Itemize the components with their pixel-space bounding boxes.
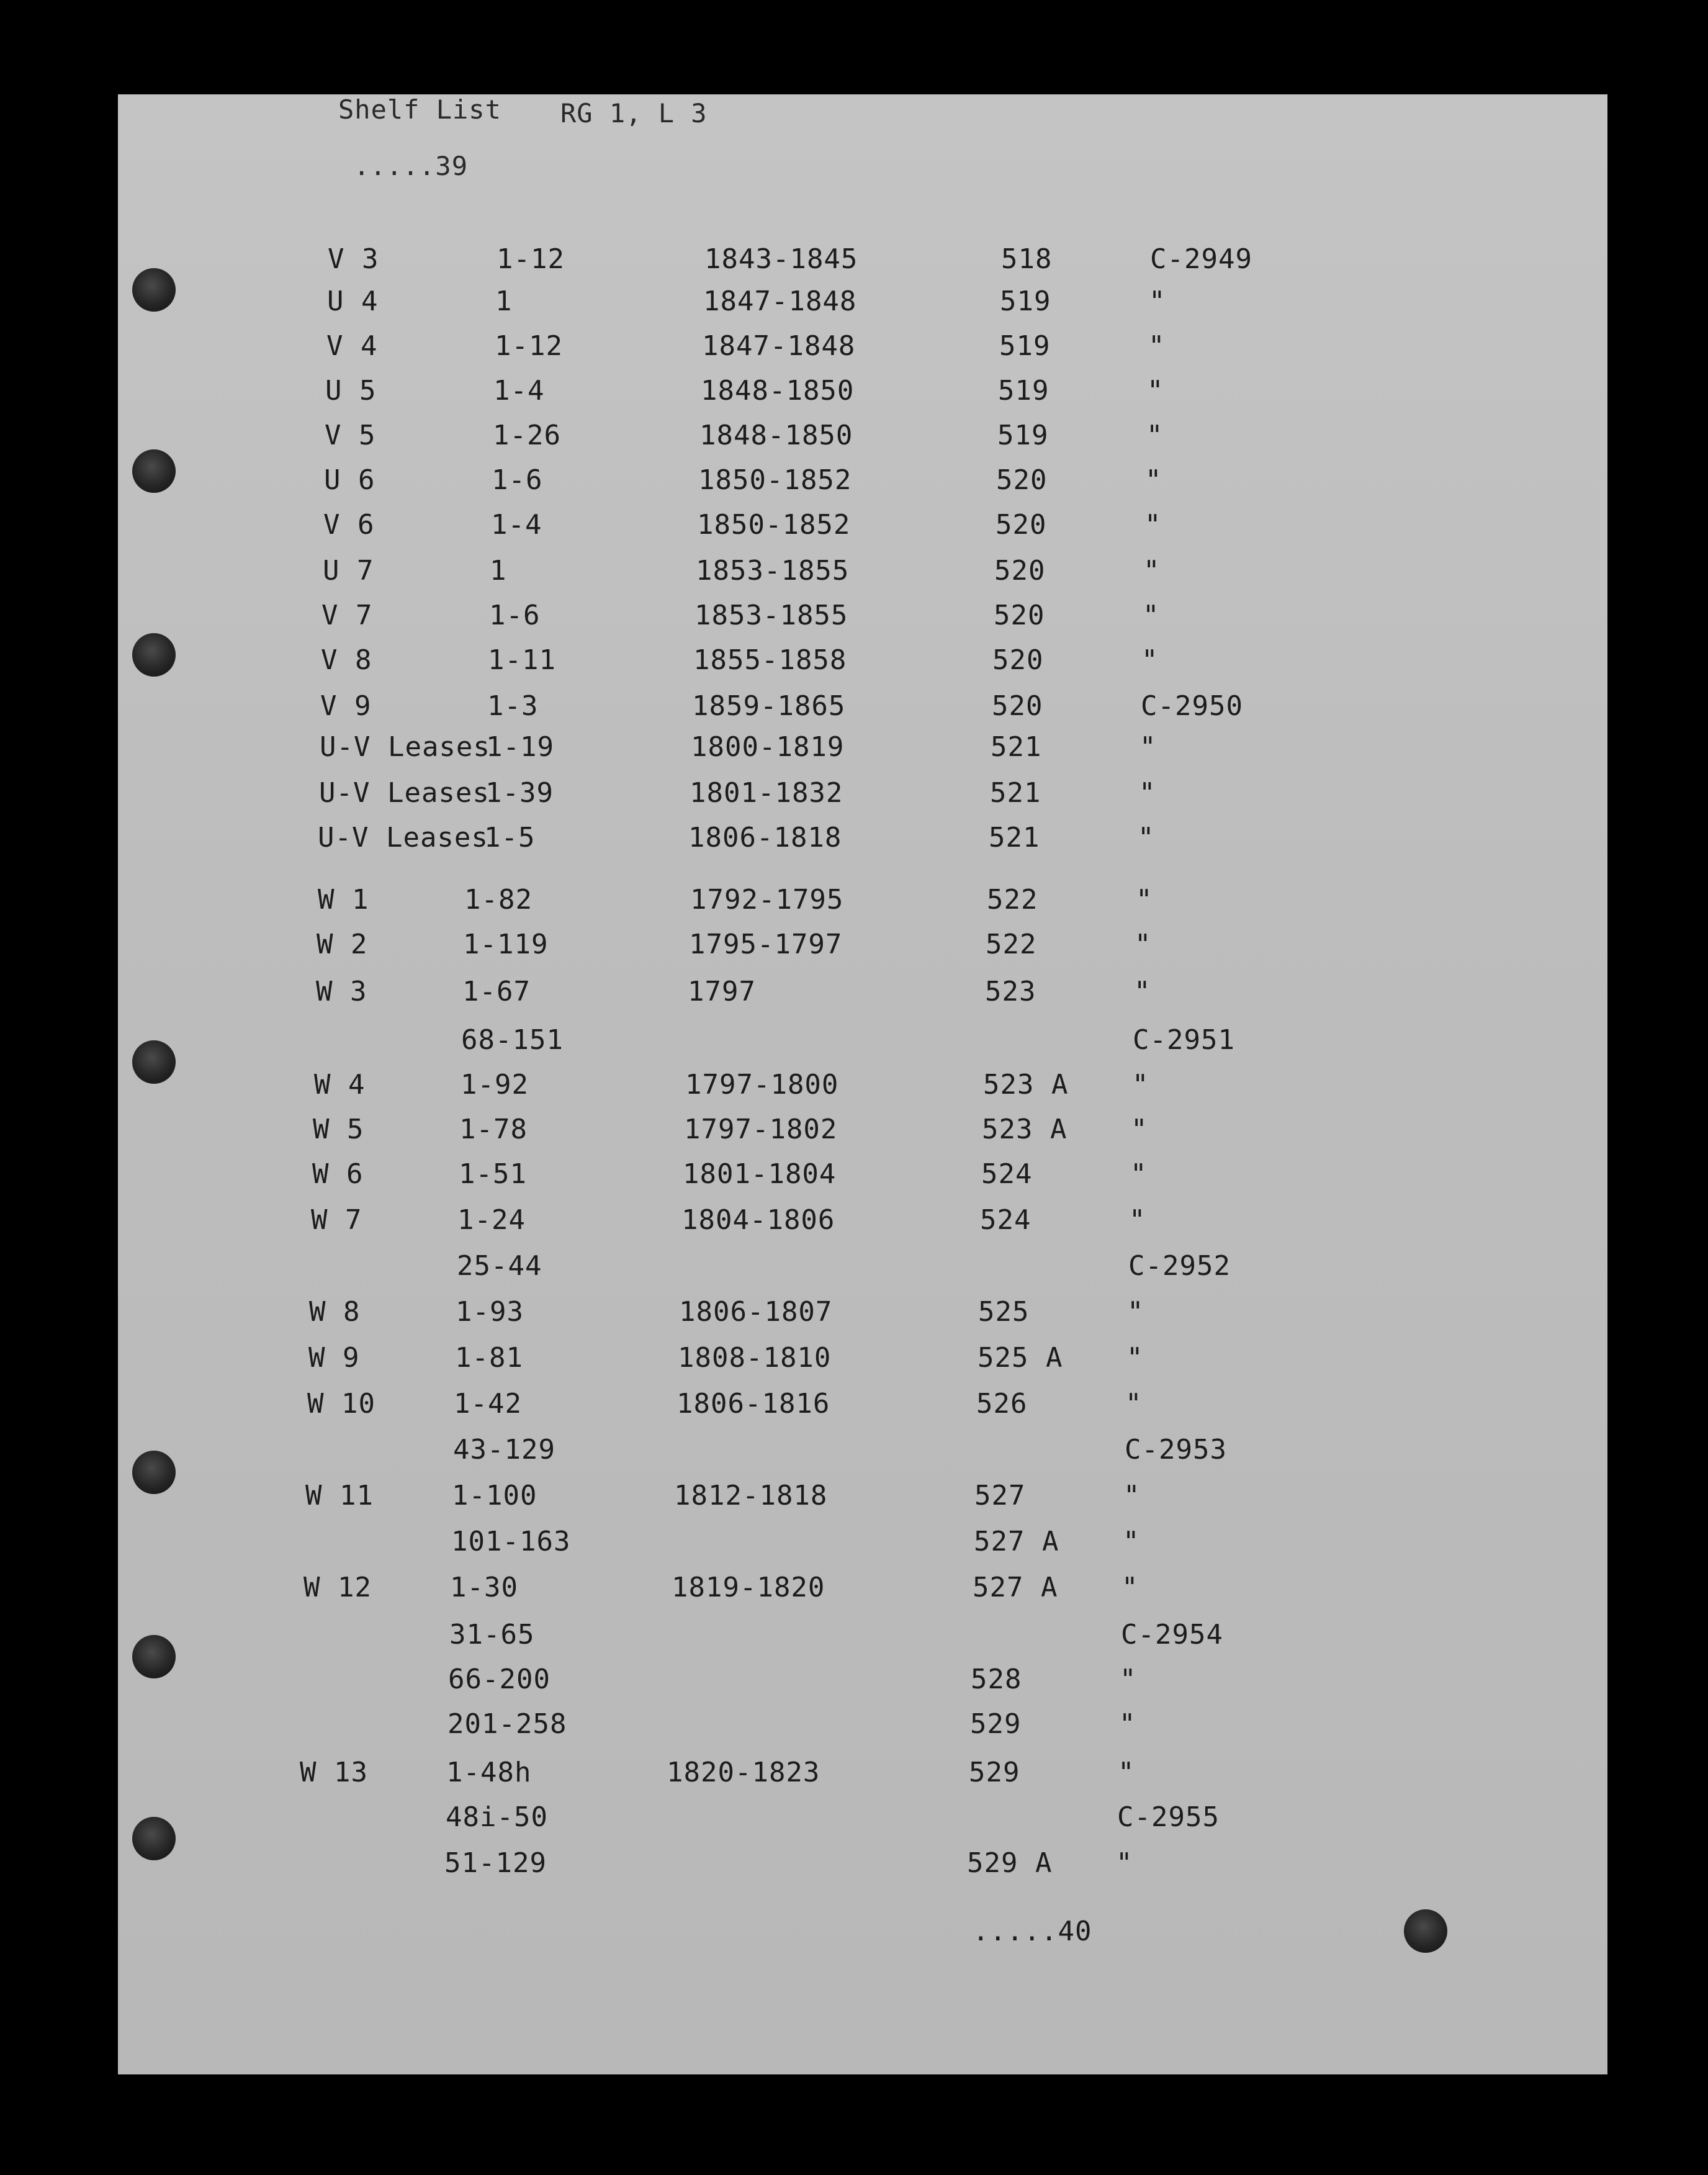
cell-reel: C-2952 xyxy=(1128,1250,1231,1282)
cell-reel: " xyxy=(1144,509,1162,541)
cell-items: 1-51 xyxy=(459,1158,527,1190)
cell-items: 1-19 xyxy=(486,731,554,763)
cell-dates: 1806-1816 xyxy=(676,1388,830,1420)
cell-volume: 519 xyxy=(999,330,1051,362)
binder-hole-icon xyxy=(132,449,176,493)
cell-dates: 1797-1800 xyxy=(685,1069,839,1101)
cell-volume: 521 xyxy=(991,731,1042,763)
cell-dates: 1847-1848 xyxy=(703,286,857,317)
cell-series: V 6 xyxy=(323,509,375,541)
cell-series: W 2 xyxy=(317,929,368,960)
cell-dates: 1847-1848 xyxy=(702,330,856,362)
cell-dates: 1801-1804 xyxy=(683,1158,837,1190)
cell-volume: 529 A xyxy=(967,1847,1053,1879)
cell-volume: 529 xyxy=(970,1708,1022,1740)
cell-volume: 522 xyxy=(987,884,1038,916)
cell-series: V 8 xyxy=(321,644,372,676)
cell-items: 43-129 xyxy=(453,1434,555,1466)
cell-volume: 521 xyxy=(989,822,1040,853)
cell-reel: " xyxy=(1127,1296,1144,1328)
cell-series: V 9 xyxy=(320,690,372,722)
cell-items: 66-200 xyxy=(448,1664,551,1695)
cell-dates: 1797 xyxy=(688,976,756,1007)
cell-series: W 9 xyxy=(308,1342,360,1374)
cell-reel: " xyxy=(1123,1526,1140,1557)
cell-series: V 4 xyxy=(326,330,378,362)
cell-items: 1-26 xyxy=(493,420,561,451)
cell-reel: C-2949 xyxy=(1150,243,1252,275)
cell-series: V 7 xyxy=(321,600,373,631)
cell-volume: 527 A xyxy=(974,1526,1059,1557)
cell-reel: " xyxy=(1139,777,1156,809)
binder-hole-icon xyxy=(132,1635,176,1678)
cell-series: U 4 xyxy=(327,286,379,317)
cell-volume: 527 A xyxy=(973,1572,1058,1603)
cell-volume: 518 xyxy=(1001,243,1053,275)
cell-items: 1-30 xyxy=(450,1572,518,1603)
cell-items: 1-82 xyxy=(464,884,533,916)
cell-items: 1-12 xyxy=(495,330,563,362)
cell-series: V 5 xyxy=(325,420,376,451)
cell-volume: 520 xyxy=(992,644,1044,676)
cell-volume: 523 xyxy=(985,976,1036,1007)
cell-volume: 523 A xyxy=(982,1114,1068,1145)
cell-volume: 524 xyxy=(981,1158,1033,1190)
cell-reel: " xyxy=(1139,731,1157,763)
cell-reel: C-2950 xyxy=(1141,690,1243,722)
cell-items: 1-4 xyxy=(491,509,542,541)
cell-volume: 520 xyxy=(996,509,1047,541)
cell-dates: 1853-1855 xyxy=(696,555,850,587)
cell-dates: 1808-1810 xyxy=(678,1342,832,1374)
cell-reel: " xyxy=(1123,1480,1141,1511)
page-number-next: .....40 xyxy=(973,1916,1092,1947)
cell-dates: 1797-1802 xyxy=(684,1114,838,1145)
cell-items: 1-42 xyxy=(454,1388,522,1420)
cell-dates: 1850-1852 xyxy=(697,509,851,541)
cell-items: 1-81 xyxy=(455,1342,523,1374)
cell-volume: 525 xyxy=(978,1296,1030,1328)
cell-series: W 8 xyxy=(309,1296,361,1328)
cell-reel: C-2951 xyxy=(1133,1024,1235,1056)
cell-dates: 1848-1850 xyxy=(699,420,853,451)
document-page xyxy=(118,94,1607,2074)
cell-items: 48i-50 xyxy=(446,1801,548,1833)
cell-reel: " xyxy=(1129,1204,1146,1236)
cell-items: 1-6 xyxy=(489,600,541,631)
cell-dates: 1819-1820 xyxy=(672,1572,825,1603)
cell-dates: 1859-1865 xyxy=(692,690,846,722)
cell-items: 31-65 xyxy=(449,1619,535,1650)
cell-items: 1 xyxy=(490,555,507,587)
cell-series: U-V Leases xyxy=(320,731,490,763)
cell-reel: " xyxy=(1130,1158,1148,1190)
cell-reel: " xyxy=(1136,884,1153,916)
cell-volume: 521 xyxy=(990,777,1041,809)
cell-series: W 11 xyxy=(305,1480,374,1511)
cell-series: U 7 xyxy=(323,555,374,587)
cell-reel: " xyxy=(1146,420,1164,451)
cell-reel: " xyxy=(1132,1069,1149,1101)
cell-dates: 1843-1845 xyxy=(704,243,858,275)
cell-dates: 1820-1823 xyxy=(667,1757,820,1788)
cell-items: 1-11 xyxy=(488,644,556,676)
cell-reel: " xyxy=(1116,1847,1133,1879)
cell-reel: C-2953 xyxy=(1125,1434,1227,1466)
cell-volume: 519 xyxy=(997,420,1049,451)
binder-hole-icon xyxy=(132,268,176,312)
cell-series: W 3 xyxy=(316,976,367,1007)
cell-reel: " xyxy=(1149,286,1166,317)
cell-items: 1-3 xyxy=(487,690,539,722)
cell-series: W 6 xyxy=(312,1158,364,1190)
cell-items: 25-44 xyxy=(457,1250,542,1282)
shelf-list-title: Shelf List xyxy=(338,94,501,125)
cell-reel: " xyxy=(1141,644,1159,676)
cell-series: W 13 xyxy=(300,1757,368,1788)
cell-items: 68-151 xyxy=(461,1024,564,1056)
cell-dates: 1792-1795 xyxy=(690,884,844,916)
cell-dates: 1855-1858 xyxy=(693,644,847,676)
binder-hole-icon xyxy=(132,633,176,677)
cell-dates: 1848-1850 xyxy=(701,375,855,407)
cell-dates: 1795-1797 xyxy=(689,929,843,960)
cell-dates: 1806-1807 xyxy=(679,1296,833,1328)
cell-series: W 5 xyxy=(313,1114,364,1145)
cell-items: 1-24 xyxy=(457,1204,526,1236)
cell-items: 101-163 xyxy=(451,1526,571,1557)
cell-series: U 6 xyxy=(324,464,375,496)
cell-items: 1-4 xyxy=(493,375,545,407)
cell-reel: " xyxy=(1121,1572,1139,1603)
cell-dates: 1804-1806 xyxy=(681,1204,835,1236)
cell-volume: 525 A xyxy=(978,1342,1063,1374)
cell-volume: 519 xyxy=(998,375,1050,407)
cell-items: 1-5 xyxy=(484,822,536,853)
cell-reel: C-2955 xyxy=(1117,1801,1220,1833)
cell-reel: " xyxy=(1126,1342,1144,1374)
cell-reel: " xyxy=(1131,1114,1148,1145)
cell-items: 1-12 xyxy=(497,243,565,275)
cell-reel: " xyxy=(1134,976,1151,1007)
cell-reel: " xyxy=(1147,375,1164,407)
page-number-start: .....39 xyxy=(354,151,469,181)
cell-dates: 1806-1818 xyxy=(688,822,842,853)
cell-dates: 1812-1818 xyxy=(674,1480,828,1511)
cell-series: W 10 xyxy=(307,1388,375,1420)
cell-items: 1 xyxy=(495,286,513,317)
cell-series: W 7 xyxy=(311,1204,362,1236)
cell-dates: 1850-1852 xyxy=(698,464,852,496)
cell-items: 1-39 xyxy=(485,777,554,809)
cell-reel: " xyxy=(1143,600,1160,631)
cell-items: 201-258 xyxy=(447,1708,567,1740)
cell-reel: " xyxy=(1143,555,1161,587)
cell-items: 1-48h xyxy=(446,1757,532,1788)
binder-hole-icon xyxy=(1404,1909,1447,1953)
cell-reel: " xyxy=(1135,929,1152,960)
cell-series: W 12 xyxy=(303,1572,372,1603)
cell-dates: 1853-1855 xyxy=(694,600,848,631)
cell-volume: 523 A xyxy=(983,1069,1069,1101)
cell-volume: 520 xyxy=(996,464,1048,496)
cell-items: 1-6 xyxy=(492,464,543,496)
cell-items: 1-100 xyxy=(452,1480,537,1511)
cell-items: 1-92 xyxy=(461,1069,529,1101)
cell-series: U-V Leases xyxy=(319,777,490,809)
cell-reel: " xyxy=(1125,1388,1143,1420)
cell-volume: 519 xyxy=(1000,286,1051,317)
cell-volume: 520 xyxy=(994,600,1045,631)
cell-volume: 522 xyxy=(986,929,1037,960)
cell-reel: " xyxy=(1148,330,1166,362)
cell-series: U 5 xyxy=(325,375,377,407)
cell-reel: " xyxy=(1138,822,1155,853)
cell-items: 1-93 xyxy=(456,1296,524,1328)
cell-series: W 1 xyxy=(318,884,369,916)
cell-reel: " xyxy=(1119,1708,1136,1740)
cell-reel: " xyxy=(1145,464,1162,496)
cell-dates: 1801-1832 xyxy=(690,777,843,809)
cell-volume: 526 xyxy=(976,1388,1028,1420)
cell-series: U-V Leases xyxy=(318,822,488,853)
cell-volume: 528 xyxy=(971,1664,1022,1695)
cell-reel: " xyxy=(1118,1757,1135,1788)
cell-dates: 1800-1819 xyxy=(691,731,845,763)
cell-volume: 520 xyxy=(992,690,1043,722)
cell-items: 1-67 xyxy=(462,976,531,1007)
cell-items: 1-119 xyxy=(463,929,549,960)
cell-series: W 4 xyxy=(314,1069,366,1101)
binder-hole-icon xyxy=(132,1451,176,1494)
cell-volume: 527 xyxy=(974,1480,1026,1511)
cell-series: V 3 xyxy=(328,243,379,275)
cell-reel: " xyxy=(1120,1664,1137,1695)
cell-reel: C-2954 xyxy=(1121,1619,1223,1650)
cell-volume: 520 xyxy=(994,555,1046,587)
cell-volume: 524 xyxy=(980,1204,1032,1236)
cell-items: 1-78 xyxy=(459,1114,528,1145)
binder-hole-icon xyxy=(132,1817,176,1860)
cell-volume: 529 xyxy=(969,1757,1020,1788)
cell-items: 51-129 xyxy=(444,1847,547,1879)
record-group-reference: RG 1, L 3 xyxy=(560,98,708,128)
binder-hole-icon xyxy=(132,1040,176,1084)
